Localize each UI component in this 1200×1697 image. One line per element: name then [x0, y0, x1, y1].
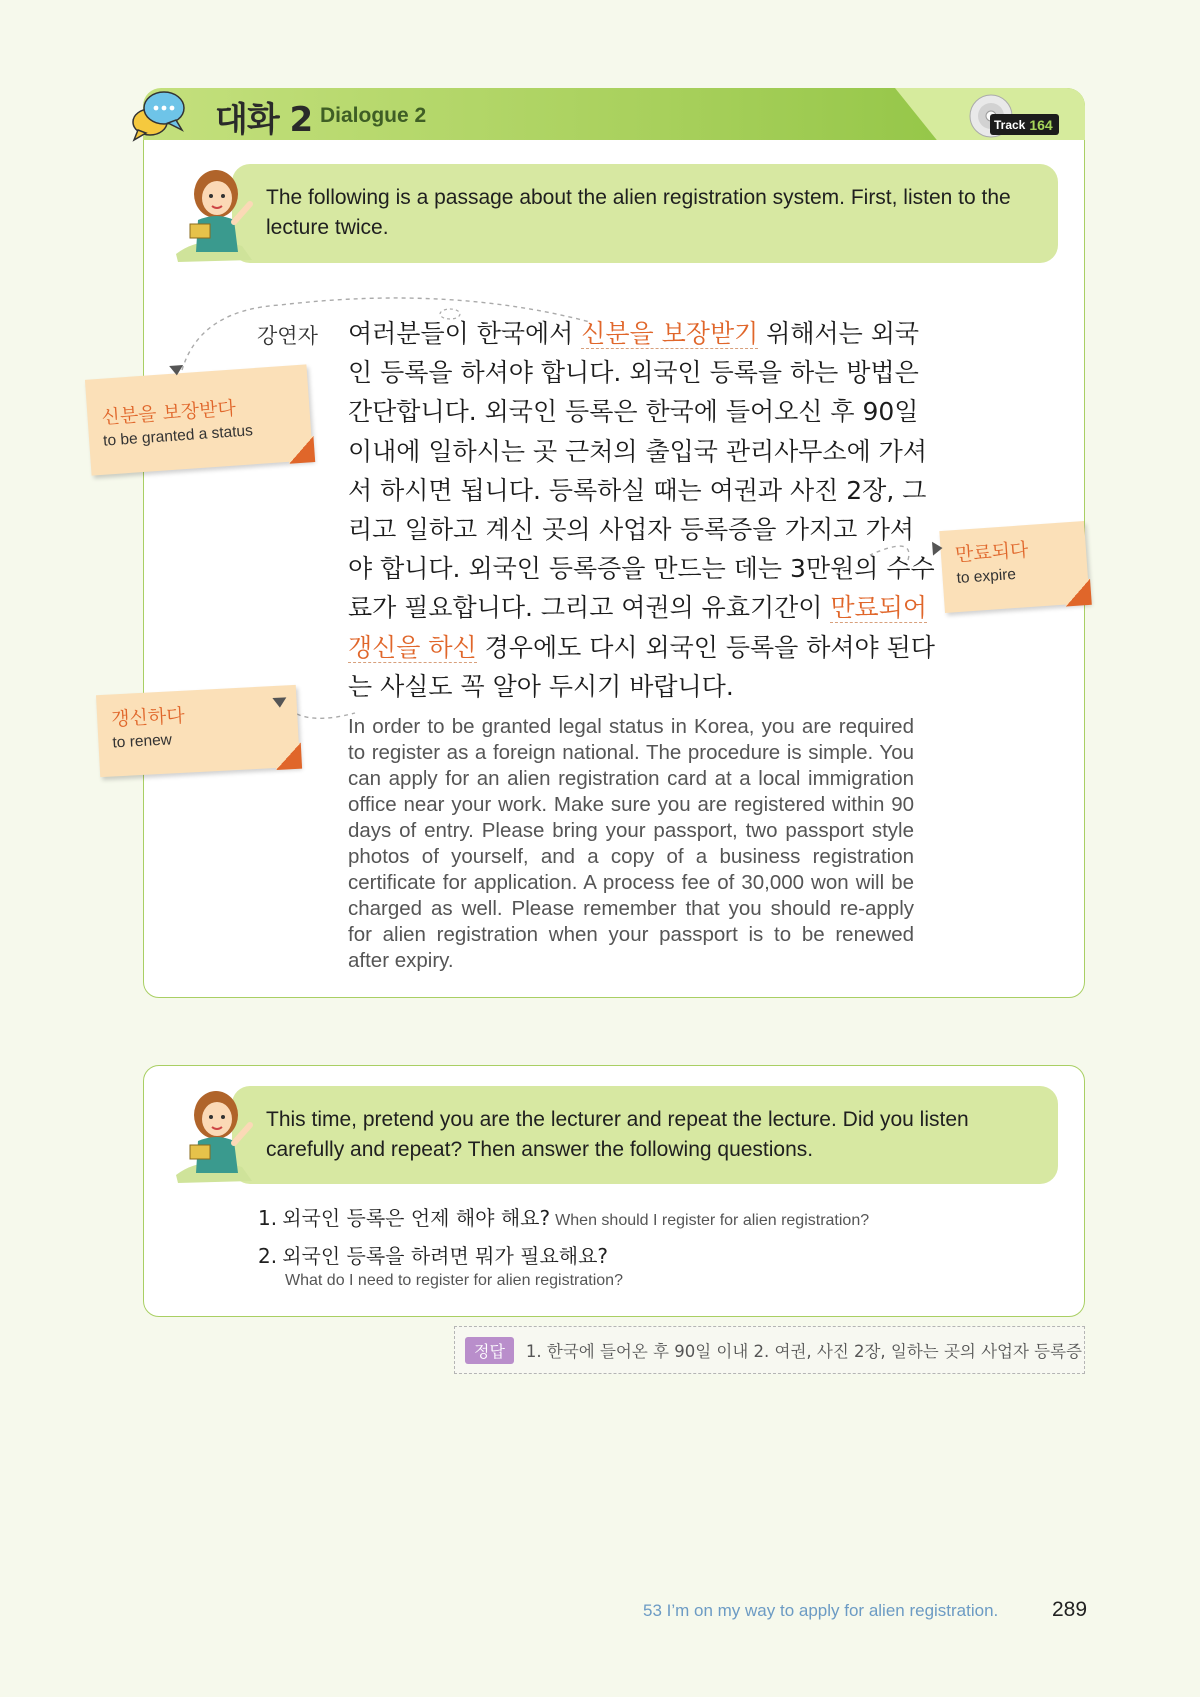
- question-english: When should I register for alien registration?: [555, 1212, 870, 1229]
- passage-text: 위해서는 외국: [758, 319, 920, 348]
- track-badge[interactable]: [990, 114, 1059, 135]
- passage-text: 이내에 일하시는 곳 근처의 출입국 관리사무소에 가셔: [348, 436, 927, 466]
- passage-text: 경우에도 다시 외국인 등록을 하셔야 된다: [476, 632, 935, 662]
- highlighted-vocab: 만료되어: [830, 593, 927, 623]
- note-fold: [287, 436, 315, 464]
- note-fold: [275, 743, 302, 770]
- vocab-korean: 만료되다: [954, 539, 1030, 567]
- passage-line: [348, 549, 935, 588]
- passage-text: 료가 필요합니다. 그리고 여권의 유효기간이: [348, 593, 831, 623]
- passage-text: 야 합니다. 외국인 등록증을 만드는 데는 3만원의 수수: [348, 554, 935, 584]
- arrow-left-icon: [932, 541, 943, 556]
- passage-line: [348, 588, 927, 627]
- highlighted-vocab: 갱신을 하신: [348, 632, 477, 662]
- question-2: [258, 1240, 1058, 1269]
- answer-label: 정답: [465, 1337, 514, 1364]
- dialogue-title-english: Dialogue 2: [320, 104, 427, 127]
- passage-line: [348, 432, 927, 471]
- passage-text: 여러분들이 한국에서: [348, 319, 582, 348]
- arrow-down-icon: [169, 365, 184, 376]
- vocab-english: to be granted a status: [102, 422, 254, 450]
- passage-line: [348, 353, 919, 392]
- question-number: 2.: [258, 1244, 278, 1268]
- vocab-korean: 신분을 보장받다: [100, 397, 237, 429]
- passage-text: 리고 일하고 계신 곳의 사업자 등록증을 가지고 가셔: [348, 514, 914, 544]
- passage-text: 간단합니다. 외국인 등록은 한국에 들어오신 후 90일: [348, 397, 919, 427]
- vocab-note-renew: [96, 685, 300, 777]
- vocab-english: to renew: [112, 731, 173, 752]
- vocab-korean: 갱신하다: [110, 704, 186, 731]
- speech-bubble-icon: [130, 86, 188, 142]
- page-number: 289: [1052, 1598, 1088, 1621]
- passage-text: 인 등록을 하셔야 합니다. 외국인 등록을 하는 방법은: [348, 358, 919, 388]
- question-korean: 외국인 등록은 언제 해야 해요?: [282, 1206, 551, 1230]
- passage-line: [348, 628, 935, 667]
- passage-line: [348, 667, 914, 706]
- answer-box: [454, 1326, 1085, 1374]
- teacher-illustration: [172, 164, 264, 262]
- english-translation: In order to be granted legal status in Korea, you are required to register as a foreign national. The procedure is simple. You can apply for an alien registration card at a local immigration office near your work. Make sure you are registered within 90 days of entry. Please bring your passport, two passport style photos of yourself, and a copy of a business registration certificate for application. A process fee of 30,000 won will be charged as well. Please remember that you should re-apply for alien registration when your passport is to be renewed after expiry.: [348, 715, 914, 972]
- passage-text: 서 하시면 됩니다. 등록하실 때는 여권과 사진 2장, 그: [348, 475, 927, 505]
- dialogue-title-korean: 대화 2: [215, 100, 313, 140]
- korean-passage: [348, 314, 935, 706]
- track-label: Track: [994, 117, 1026, 132]
- instruction-text-2: This time, pretend you are the lecturer and repeat the lecture. Did you listen carefully and repeat? Then answer the following questions.: [266, 1108, 969, 1161]
- vocab-note-granted-status: [85, 364, 313, 475]
- arrow-down-icon: [272, 697, 287, 708]
- speaker-label: 강연자: [257, 324, 318, 348]
- vocab-english: to expire: [956, 565, 1017, 588]
- instruction-text-1: The following is a passage about the alien registration system. First, listen to the lecture twice.: [266, 186, 1011, 239]
- passage-text: 는 사실도 꼭 알아 두시기 바랍니다.: [348, 671, 734, 701]
- passage-line: [348, 392, 919, 431]
- question-1: [258, 1202, 1058, 1231]
- question-korean: 외국인 등록을 하려면 뭐가 필요해요?: [282, 1244, 609, 1268]
- vocab-note-expire: [939, 521, 1089, 613]
- answer-text: 1. 한국에 들어온 후 90일 이내 2. 여권, 사진 2장, 일하는 곳의 사업자 등록증: [525, 1342, 1082, 1361]
- chapter-title: 53 I’m on my way to apply for alien registration.: [643, 1601, 999, 1620]
- question-2-english: What do I need to register for alien registration?: [285, 1272, 623, 1289]
- teacher-illustration: [172, 1085, 264, 1183]
- note-fold: [1064, 579, 1092, 607]
- highlighted-vocab: 신분을 보장받기: [581, 319, 759, 348]
- passage-line: [348, 314, 920, 353]
- passage-line: [348, 510, 914, 549]
- passage-line: [348, 471, 927, 510]
- track-number: 164: [1029, 116, 1053, 133]
- question-number: 1.: [258, 1206, 278, 1230]
